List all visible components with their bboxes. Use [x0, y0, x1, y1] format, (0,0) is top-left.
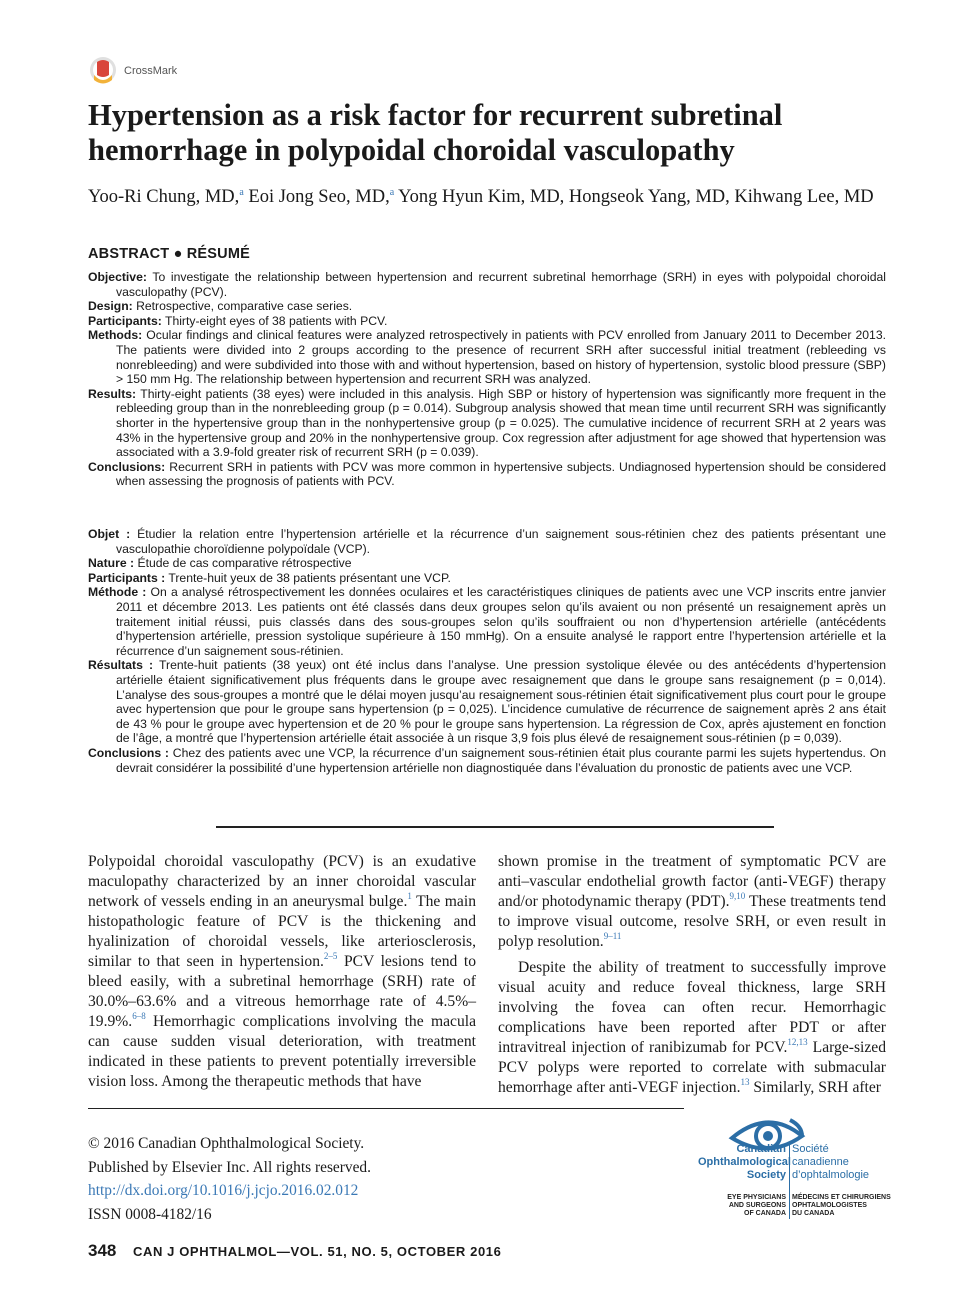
society-name-english: Canadian Ophthalmological Society [698, 1143, 791, 1181]
society-logo-divider [789, 1143, 790, 1219]
abstract-row [88, 460, 886, 489]
abstract-row [88, 299, 886, 314]
abstract-text: On a analysé rétrospectivement les données oculaires et les caractéristiques cliniques de patients avec une VCP inscrits entre janvier 2011 et décembre 2013. Les patients ont été classés dans deux groupes selon qu’ils avaient ou non présenté un resaignement après un traitement initial réussi, puis classés dans des sous-groupes selon qu’ils souffraient ou non d’hypertension artérielle (antécédents d’hypertension artérielle, pression systolique supérieure à 150 mmHg). On a ensuite analysé le rapport entre l’hypertension artérielle et la récurrence d’un saignement sous-rétinien. [116, 585, 886, 658]
abstract-text: Retrospective, comparative case series. [132, 299, 353, 314]
abstract-text: Trente-huit patients (38 yeux) ont été inclus dans l’analyse. Une pression systolique élevée ou des antécédents d’hypertension artérielle étaient significativement plus fréquents dans le groupe avec resaignement que dans le groupe sans resaignement (p = 0,014). L’analyse des sous-groupes a montré que le délai moyen jusqu’au resaignement sous-rétinien était significativement plus court pour le groupe avec hypertension que pour le groupe sans hypertension (p = 0,025). L’incidence cumulative de récurrence de saignement après 2 ans était de 43 % pour le groupe avec hypertension et de 20 % pour le groupe sans hypertension. La régression de Cox, après ajustement en fonction de l’âge, a montré que l’hypertension artérielle était associée à un risque 3,9 fois plus élevé de resaignement sous-rétinien (p = 0,039). [116, 658, 886, 746]
abstract-row [88, 314, 886, 329]
crossmark-icon [88, 55, 118, 87]
body-paragraph: Despite the ability of treatment to successfully improve visual acuity and reduce foveal thickness, large SRH involving the fovea can often recur. Hemorrhagic complications have been reported after PDT or after intravitreal injection of ranibizumab for PCV.$^{12,13}$ Large-sized PCV polyps were reported to correlate with submacular hemorrhage after anti-VEGF injection.$^{13}$ Similarly, SRH after [498, 959, 886, 1096]
article-title: Hypertension as a risk factor for recurrent subretinal hemorrhage in polypoidal choroidal vasculopathy [88, 98, 783, 167]
abstract-label: Participants: [88, 313, 162, 328]
society-subtitle-english: EYE PHYSICIANS AND SURGEONS OF CANADA [727, 1194, 786, 1217]
citation-link[interactable]: 9,10 [729, 891, 746, 901]
abstract-text: Thirty-eight eyes of 38 patients with PCV. [161, 313, 388, 328]
affiliation-marker[interactable]: a [389, 187, 395, 198]
abstract-label: Conclusions: [88, 459, 166, 474]
affiliation-marker[interactable]: a [239, 187, 244, 198]
society-name-french: Société canadienne d’ophtalmologie [792, 1143, 870, 1181]
citation-link[interactable]: 13 [740, 1077, 750, 1087]
abstract-row [88, 270, 886, 299]
author-list [88, 180, 888, 210]
citation-link[interactable]: 6–8 [132, 1011, 146, 1021]
abstract-french [88, 527, 886, 775]
section-divider [216, 826, 774, 828]
publisher-line: Published by Elsevier Inc. All rights reserved. [88, 1158, 371, 1176]
abstract-row [88, 527, 886, 556]
abstract-row [88, 571, 886, 586]
author: Eoi Jong Seo, MD, [243, 187, 390, 207]
issn-line: ISSN 0008-4182/16 [88, 1205, 212, 1223]
abstract-label: Nature : [88, 556, 135, 571]
abstract-text: Chez des patients avec une VCP, la récurrence d’un saignement sous-rétinien était plus courante parmi les sujets hypertendus. On devrait considérer la possibilité d’une hypertension artérielle non diagnostiquée dans l’évaluation du pronostic de patients avec une VCP. [116, 745, 887, 775]
author: Yoo-Ri Chung, MD, [88, 187, 240, 207]
abstract-label: Conclusions : [88, 745, 169, 760]
abstract-english [88, 270, 886, 489]
abstract-label: Objet : [88, 527, 131, 541]
abstract-text: Étude de cas comparative rétrospective [134, 556, 352, 571]
abstract-row [88, 585, 886, 658]
abstract-label: Résultats : [88, 658, 154, 673]
society-subtitle-french: MÉDECINS ET CHIRURGIENS OPHTALMOLOGISTES DU CANADA [792, 1194, 891, 1217]
citation-link[interactable]: 1 [407, 891, 412, 901]
abstract-text: Ocular findings and clinical features were analyzed retrospectively in patients with PCV enrolled from January 2011 to December 2013. The patients were divided into 2 groups according to the presence of recurrent SRH after successful initial treatment (rebleeding vs nonrebleeding) and were subdivided into those with and without hypertension, based on history of hypertension, systolic blood pressure (SBP) > 150 mm Hg. The relationship between hypertension and recurrent SRH was analyzed. [116, 328, 886, 387]
author: Yong Hyun Kim, MD, Hongseok Yang, MD, Kihwang Lee, MD [394, 187, 874, 207]
abstract-row [88, 746, 886, 775]
doi-link[interactable]: http://dx.doi.org/10.1016/j.jcjo.2016.02.012 [88, 1182, 359, 1199]
crossmark-badge[interactable] [88, 54, 228, 88]
abstract-row [88, 556, 886, 571]
abstract-label: Results: [88, 386, 137, 401]
journal-citation: CAN J OPHTHALMOL—VOL. 51, NO. 5, OCTOBER 2016 [133, 1244, 502, 1259]
footnotes [88, 1132, 371, 1226]
page-number: 348 [88, 1241, 117, 1260]
copyright-line: © 2016 Canadian Ophthalmological Society. [88, 1135, 365, 1152]
citation-link[interactable]: 9–11 [603, 931, 622, 941]
abstract-label: Participants : [88, 570, 166, 585]
citation-link[interactable]: 12,13 [787, 1037, 808, 1047]
abstract-heading: ABSTRACT ● RÉSUMÉ [88, 246, 250, 262]
abstract-text: Recurrent SRH in patients with PCV was more common in hypertensive subjects. Undiagnosed hypertension should be considered when assessing the prognosis of patients with PCV. [116, 459, 886, 489]
abstract-text: Étudier la relation entre l’hypertension artérielle et la récurrence d’un saignement sous-rétinien chez des patients présentant une vasculopathie choroïdienne polypoïdale (VCP). [116, 527, 887, 556]
abstract-label: Methods: [88, 328, 143, 343]
body-paragraph: Polypoidal choroidal vasculopathy (PCV) is an exudative maculopathy characterized by an inner choroidal vascular network of vessels ending in an aneurysmal bulge.$^1$ The main histopathologic feature of PCV is the thickening and hyalinization of choroidal vessels, like arteriosclerosis, similar to that seen in hypertension.$^{2-5}$ PCV lesions tend to bleed easily, with a subretinal hemorrhage (SRH) rate of 30.0%–63.6% and a vitreous hemorrhage rate of 4.5%–19.9%.$^{6-8}$ Hemorrhagic complications involving the macula can cause sudden visual deterioration, with treatment indicated in these patients to prevent potentially irreversible vision loss. Among the therapeutic methods that have [88, 853, 476, 1090]
footnote-divider [88, 1108, 684, 1109]
abstract-label: Objective: [88, 270, 147, 284]
abstract-text: Trente-huit yeux de 38 patients présentant une VCP. [165, 570, 451, 585]
body-column-right [498, 852, 886, 1098]
abstract-row [88, 658, 886, 746]
abstract-text: To investigate the relationship between hypertension and recurrent subretinal hemorrhage (SRH) in eyes with polypoidal choroidal vasculopathy (PCV). [116, 270, 886, 299]
citation-link[interactable]: 2–5 [323, 951, 338, 961]
abstract-label: Méthode : [88, 585, 147, 600]
abstract-label: Design: [88, 299, 133, 314]
crossmark-label: CrossMark [124, 65, 178, 77]
body-paragraph: shown promise in the treatment of symptomatic PCV are anti–vascular endothelial growth factor (anti-VEGF) therapy and/or photodynamic therapy (PDT).$^{9,10}$ These treatments tend to improve visual outcome, resolve SRH, or even result in polyp resolution.$^{9-11}$ [498, 853, 886, 950]
abstract-row [88, 328, 886, 386]
abstract-row [88, 387, 886, 460]
body-column-left [88, 852, 476, 1092]
abstract-text: Thirty-eight patients (38 eyes) were included in this analysis. High SBP or history of hypertension was significantly more frequent in the rebleeding group than in the nonrebleeding group (p = 0.014). Subgroup analysis showed that mean time until recurrent SRH was significantly shorter in the hypertensive group than in the nonhypertensive group (p = 0.025). The cumulative incidence of recurrent SRH at 2 years was 43% in the hypertensive group and 20% in the nonhypertensive group. Cox regression after adjustment for age showed that hypertension was associated with a 3.9-fold greater risk of recurrent SRH (p = 0.039). [116, 386, 886, 460]
